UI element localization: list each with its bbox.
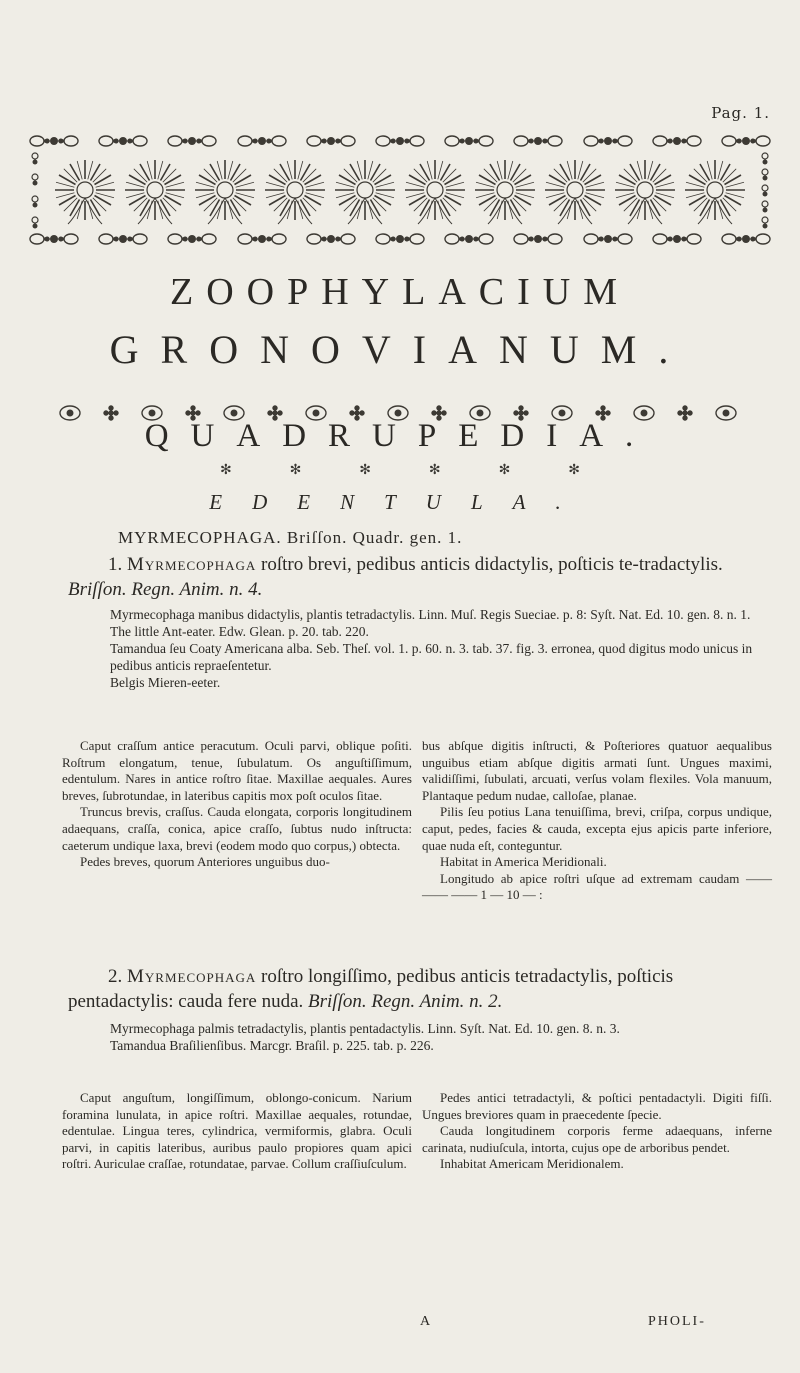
vine-ornament-icon xyxy=(29,152,41,166)
scroll-ornament-icon xyxy=(166,134,218,148)
vine-ornament-icon xyxy=(759,200,771,214)
scroll-ornament-icon xyxy=(374,232,426,246)
species-name: Myrmecophaga xyxy=(127,554,257,575)
sun-ornament-icon xyxy=(122,152,188,228)
scroll-ornament-icon xyxy=(97,232,149,246)
sun-ornament-icon xyxy=(192,152,258,228)
description-paragraph: Truncus brevis, craſſus. Cauda elongata, corporis longitudinem adaequans, craſſa, conica, apice craſſo, ſubtus nudo inſtructa: caeterum undique laxa, brevi (eodem modo quo corpus,) obtecta. xyxy=(62,804,412,853)
sun-ornament-icon xyxy=(402,152,468,228)
description-paragraph: Caput anguſtum, longiſſimum, oblongo-conicum. Narium foramina lunulata, in apice roſtri. Maxillae aequales, rotundae, edentulae. Lingua teres, cylindrica, vermiformis, glabra. Oculi parvi, in capitis lateribus, auribus paulo propiores quam apici roſtri. Auriculae craſſae, rotundatae, parvae. Collum craſſiuſculum. xyxy=(62,1090,412,1172)
synonym-line: The little Ant-eater. Edw. Glean. p. 20. tab. 220. xyxy=(110,624,369,639)
description-paragraph: Cauda longitudinem corporis ferme adaequans, inferne carinata, nudiuſcula, intorta, cujus ope de arboribus pendet. xyxy=(422,1123,772,1155)
scroll-ornament-icon xyxy=(236,134,288,148)
description-paragraph: Pedes antici tetradactyli, & poſtici pentadactyli. Digiti fiſſi. Ungues breviores quam in praecedente ſpecie. xyxy=(422,1090,772,1122)
scroll-ornament-icon xyxy=(28,134,80,148)
scroll-ornament-icon xyxy=(512,232,564,246)
vine-ornament-icon xyxy=(759,152,771,166)
star-icon: ✻ xyxy=(568,462,580,478)
synonym-line: Belgis Mieren-eeter. xyxy=(110,675,221,690)
scroll-ornament-icon xyxy=(443,134,495,148)
ornament-row-bottom xyxy=(28,232,772,246)
vine-ornament-icon xyxy=(759,184,771,198)
species-name: Myrmecophaga xyxy=(127,966,257,987)
vine-ornament-icon xyxy=(759,168,771,182)
description-paragraph: Caput craſſum antice peracutum. Oculi parvi, oblique poſiti. Roſtrum elongatum, tenue, ſubulatum. Os anguſtiſſimum, edentulum. Nares in antice roſtro ſitae. Maxillae aequales. Aures breves, ſubrotundae, in lateribus capitis mox poſt oculos ſitae. xyxy=(62,738,412,803)
star-icon: ✻ xyxy=(359,462,372,478)
header-ornament-border xyxy=(28,134,772,246)
star-icon: ✻ xyxy=(428,462,441,478)
scroll-ornament-icon xyxy=(374,134,426,148)
species-2-description-left xyxy=(62,1090,412,1173)
signature-mark: A xyxy=(420,1314,433,1329)
title-quadrupedia: QUADRUPEDIA. xyxy=(144,418,656,454)
species-2-description-right xyxy=(422,1090,772,1173)
page-number: Pag. 1. xyxy=(711,104,770,122)
species-number: 2. xyxy=(108,966,123,987)
sun-ornament-icon xyxy=(472,152,538,228)
sun-ornament-icon xyxy=(52,152,118,228)
scroll-ornament-icon xyxy=(97,134,149,148)
species-reference: Briſſon. Regn. Anim. n. 2. xyxy=(308,991,503,1012)
synonym-line: Myrmecophaga manibus didactylis, plantis tetradactylis. Linn. Muſ. Regis Sueciae. p. 8: Syſt. Nat. Ed. 10. gen. 8. n. 1. xyxy=(110,607,751,622)
sun-ornament-icon xyxy=(542,152,608,228)
species-1-heading xyxy=(68,552,768,602)
sun-ornament-icon xyxy=(262,152,328,228)
ornament-side-right xyxy=(758,152,772,230)
habitat-line: Inhabitat Americam Meridionalem. xyxy=(440,1156,624,1172)
scroll-ornament-icon xyxy=(166,232,218,246)
scroll-ornament-icon xyxy=(651,232,703,246)
species-reference: Briſſon. Regn. Anim. n. 4. xyxy=(68,579,263,600)
species-1-description-right xyxy=(422,738,772,904)
species-diagnosis: roſtro brevi, pedibus anticis didactylis, poſticis te-tradactylis. xyxy=(261,554,723,575)
scroll-ornament-icon xyxy=(28,232,80,246)
description-paragraph: bus abſque digitis inſtructi, & Poſteriores quatuor aequalibus unguibus etiam abſque digitis armati ſunt. Ungues maximi, validiſſimi, ſubulati, arcuati, verſus volam flexiles. Vola manuum, Plantaque pedum nudae, calloſae, planae. xyxy=(422,738,772,803)
vine-ornament-icon xyxy=(759,216,771,230)
vine-ornament-icon xyxy=(29,216,41,230)
star-icon: ✻ xyxy=(289,462,302,478)
scroll-ornament-icon xyxy=(651,134,703,148)
ornament-row-top xyxy=(28,134,772,148)
ornament-side-left xyxy=(28,152,42,230)
vine-ornament-icon xyxy=(29,195,41,209)
scroll-ornament-icon xyxy=(236,232,288,246)
species-2-synonyms xyxy=(88,1020,778,1054)
title-gronovianum: GRONOVIANUM. xyxy=(109,327,691,372)
star-icon: ✻ xyxy=(498,462,511,478)
species-number: 1. xyxy=(108,554,123,575)
sun-ornament-row xyxy=(52,152,748,228)
scroll-ornament-icon xyxy=(443,232,495,246)
species-1-synonyms xyxy=(88,606,778,691)
title-edentula: EDENTULA. xyxy=(209,490,591,514)
scroll-ornament-icon xyxy=(720,134,772,148)
sun-ornament-icon xyxy=(682,152,748,228)
scroll-ornament-icon xyxy=(582,134,634,148)
species-2-heading xyxy=(68,964,768,1014)
sun-ornament-icon xyxy=(612,152,678,228)
scroll-ornament-icon xyxy=(305,134,357,148)
synonym-line: Myrmecophaga palmis tetradactylis, plantis pentadactylis. Linn. Syſt. Nat. Ed. 10. gen. 8. n. 3. xyxy=(110,1021,620,1036)
vine-ornament-icon xyxy=(29,173,41,187)
species-1-description-left xyxy=(62,738,412,871)
description-paragraph: Pedes breves, quorum Anteriores unguibus duo- xyxy=(80,854,330,870)
catchword: PHOLI- xyxy=(648,1314,706,1329)
scroll-ornament-icon xyxy=(582,232,634,246)
synonym-line: Tamandua Braſilienſibus. Marcgr. Braſil. p. 225. tab. p. 226. xyxy=(110,1038,434,1053)
description-paragraph: Pilis ſeu potius Lana tenuiſſima, brevi, criſpa, corpus undique, caput, pedes, facies & cauda, excepta ejus apicis parte inferiore, quae nuda eſt, conteguntur. xyxy=(422,804,772,853)
star-icon: ✻ xyxy=(220,462,232,478)
scroll-ornament-icon xyxy=(512,134,564,148)
synonym-line: Tamandua ſeu Coaty Americana alba. Seb. Theſ. vol. 1. p. 60. n. 3. tab. 37. fig. 3. erronea, quod digitus modo unicus in pedibus anticis repraeſentetur. xyxy=(110,641,753,673)
species-diagnosis: roſtro longiſſimo, pedibus anticis tetradactylis, poſticis pentadactylis: cauda fere nuda. xyxy=(68,966,674,1012)
title-zoophylacium: ZOOPHYLACIUM xyxy=(170,271,630,313)
star-rule xyxy=(220,462,580,478)
genus-heading: MYRMECOPHAGA. Briſſon. Quadr. gen. 1. xyxy=(118,528,463,547)
scroll-ornament-icon xyxy=(720,232,772,246)
sun-ornament-icon xyxy=(332,152,398,228)
length-line: Longitudo ab apice roſtri uſque ad extremam caudam —— —— —— 1 — 10 — : xyxy=(422,870,772,903)
scroll-ornament-icon xyxy=(305,232,357,246)
habitat-line: Habitat in America Meridionali. xyxy=(440,854,607,870)
